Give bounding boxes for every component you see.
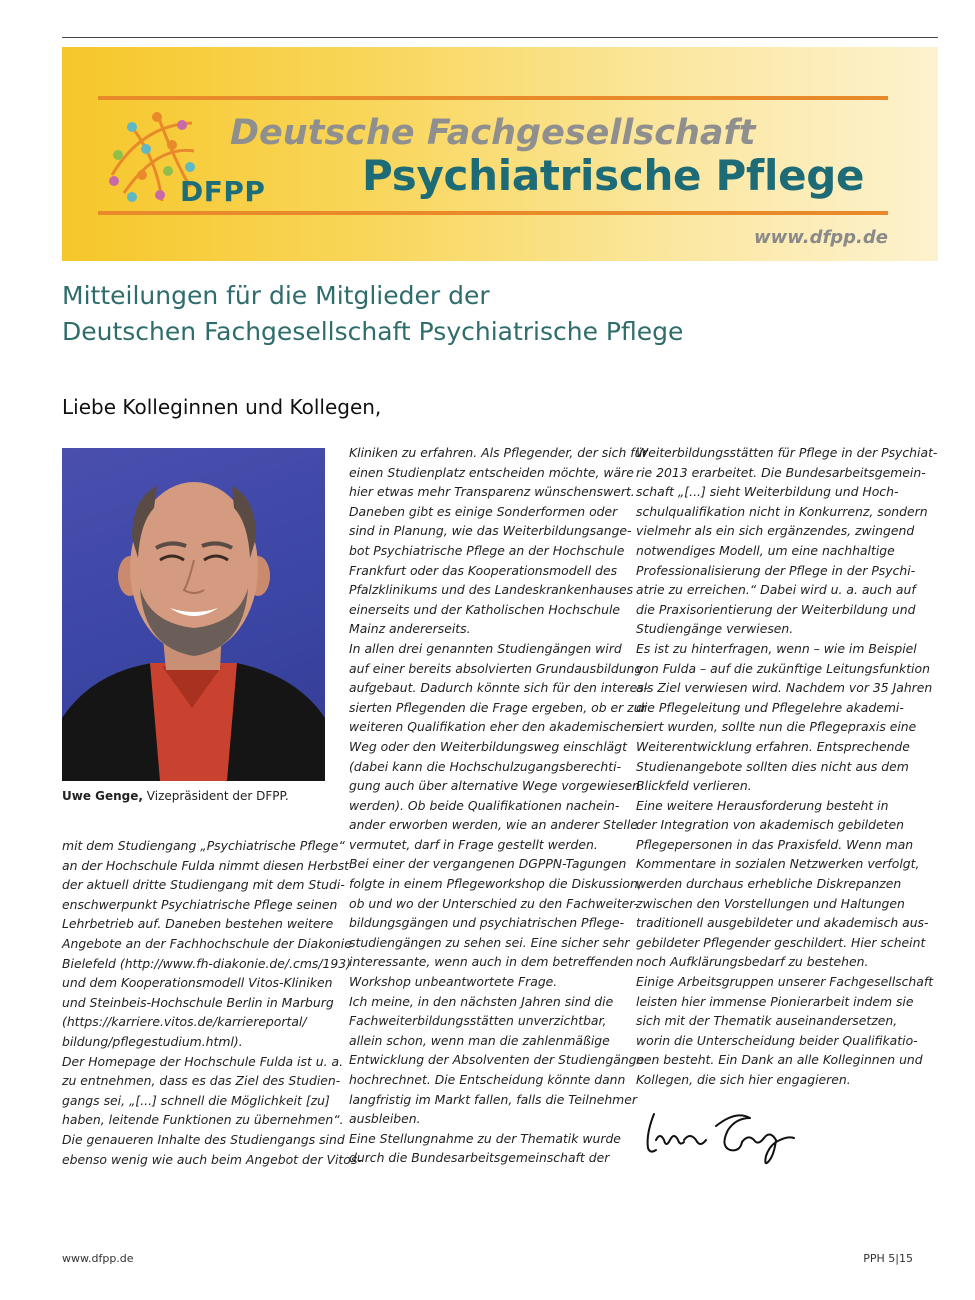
subtitle-line1: Mitteilungen für die Mitglieder der bbox=[62, 281, 490, 310]
text-line: mit dem Studiengang „Psychiatrische Pflege“ bbox=[62, 838, 345, 853]
section-subtitle bbox=[62, 278, 922, 350]
text-line: sind in Planung, wie das Weiterbildungsange- bbox=[349, 523, 632, 539]
caption-role: Vizepräsident der DFPP. bbox=[142, 789, 289, 803]
text-line: studiengängen zu sehen sei. Eine sicher sehr bbox=[349, 934, 630, 950]
text-line: Eine weitere Herausforderung besteht in bbox=[636, 797, 889, 813]
text-line: ob und wo der Unterschied zu den Fachweiter- bbox=[349, 895, 639, 911]
text-line: allein schon, wenn man die zahlenmäßige bbox=[349, 1032, 610, 1048]
text-line: gebildeter Pflegender geschildert. Hier scheint bbox=[636, 934, 926, 950]
text-line: schaft „[...] sieht Weiterbildung und Hoch- bbox=[636, 484, 899, 500]
author-portrait bbox=[62, 448, 325, 781]
text-line: traditionell ausgebildeter und akademisch aus- bbox=[636, 915, 929, 931]
text-line: hochrechnet. Die Entscheidung könnte dann bbox=[349, 1072, 626, 1087]
text-line: Kliniken zu erfahren. Als Pflegender, der sich für bbox=[349, 445, 648, 460]
text-column-3 bbox=[636, 443, 938, 1090]
text-line: Angebote an der Fachhochschule der Diakonie bbox=[62, 935, 352, 951]
text-line: noch Aufklärungsbedarf zu bestehen. bbox=[636, 954, 869, 970]
text-line: Eine Stellungnahme zu der Thematik wurde bbox=[349, 1130, 621, 1146]
text-line: vermutet, darf in Frage gestellt werden. bbox=[349, 836, 598, 852]
text-line: Fachweiterbildungsstätten unverzichtbar, bbox=[349, 1013, 607, 1029]
text-line: einerseits und der Katholischen Hochschule bbox=[349, 601, 621, 617]
text-line: der Integration von akademisch gebildeten bbox=[636, 817, 904, 833]
subtitle-line2: Deutschen Fachgesellschaft Psychiatrische Pflege bbox=[62, 317, 684, 346]
text-line: Kollegen, die sich hier engagieren. bbox=[636, 1072, 851, 1087]
text-line: hier etwas mehr Transparenz wünschenswert. bbox=[349, 484, 635, 500]
text-line: sich mit der Thematik auseinandersetzen, bbox=[636, 1013, 898, 1029]
text-line: vielmehr als ein sich ergänzendes, zwingend bbox=[636, 523, 915, 539]
text-line: bildungsgängen und psychiatrischen Pflege- bbox=[349, 915, 625, 931]
text-line: Bei einer der vergangenen DGPPN-Tagungen bbox=[349, 856, 627, 872]
text-line: von Fulda – auf die zukünftige Leitungsfunktion bbox=[636, 660, 930, 676]
text-line: Frankfurt oder das Kooperationsmodell des bbox=[349, 562, 618, 578]
text-line: atrie zu erreichen.“ Dabei wird u. a. auch auf bbox=[636, 582, 916, 598]
text-line: aufgebaut. Dadurch könnte sich für den interes- bbox=[349, 680, 649, 696]
text-line: rie 2013 erarbeitet. Die Bundesarbeitsgemein- bbox=[636, 464, 926, 480]
footer-url: www.dfpp.de bbox=[62, 1252, 134, 1265]
text-line: Der Homepage der Hochschule Fulda ist u. a. bbox=[62, 1053, 344, 1069]
text-line: durch die Bundesarbeitsgemeinschaft der bbox=[349, 1150, 610, 1166]
text-line: an der Hochschule Fulda nimmt diesen Herbst bbox=[62, 857, 350, 873]
text-line: Es ist zu hinterfragen, wenn – wie im Beispiel bbox=[636, 640, 917, 656]
text-line: Daneben gibt es einige Sonderformen oder bbox=[349, 503, 618, 519]
text-line: Professionalisierung der Pflege in der Psychi- bbox=[636, 562, 916, 578]
text-line: einen Studienplatz entscheiden möchte, wäre bbox=[349, 464, 634, 480]
banner-url: www.dfpp.de bbox=[754, 227, 888, 248]
footer-page-number: PPH 5|15 bbox=[863, 1252, 913, 1265]
text-line: sierten Pflegenden die Frage ergeben, ob er zur bbox=[349, 699, 647, 715]
text-line: (https://karriere.vitos.de/karriereportal/ bbox=[62, 1014, 307, 1030]
text-line: (dabei kann die Hochschulzugangsberechti- bbox=[349, 758, 622, 774]
text-line: In allen drei genannten Studiengängen wird bbox=[349, 640, 622, 656]
text-line: Blickfeld verlieren. bbox=[636, 778, 752, 794]
text-line: Weiterbildungsstätten für Pflege in der Psychiat- bbox=[636, 445, 938, 460]
text-line: als Ziel verwiesen wird. Nachdem vor 35 Jahren bbox=[636, 680, 933, 696]
banner-rule-bottom bbox=[98, 211, 888, 215]
text-line: und dem Kooperationsmodell Vitos-Kliniken bbox=[62, 975, 333, 991]
text-line: Weg oder den Weiterbildungsweg einschlägt bbox=[349, 738, 627, 754]
text-line: ebenso wenig wie auch beim Angebot der Vitos- bbox=[62, 1151, 362, 1167]
text-line: weiteren Qualifikation eher den akademischen bbox=[349, 719, 640, 735]
text-line: schulqualifikation nicht in Konkurrenz, sondern bbox=[636, 503, 928, 519]
text-line: Studiengänge verwiesen. bbox=[636, 621, 794, 637]
text-line: werden durchaus erhebliche Diskrepanzen bbox=[636, 876, 902, 892]
text-line: nen besteht. Ein Dank an alle Kolleginnen und bbox=[636, 1052, 923, 1068]
caption-name: Uwe Genge, bbox=[62, 789, 143, 803]
header-banner bbox=[62, 47, 938, 261]
text-line: Kommentare in sozialen Netzwerken verfolgt, bbox=[636, 856, 920, 872]
text-line: worin die Unterscheidung beider Qualifikatio- bbox=[636, 1032, 918, 1048]
greeting-heading: Liebe Kolleginnen und Kollegen, bbox=[62, 395, 382, 419]
text-line: Workshop unbeantwortete Frage. bbox=[349, 974, 558, 990]
text-line: bildung/pflegestudium.html). bbox=[62, 1033, 243, 1049]
portrait-illustration bbox=[62, 448, 325, 781]
text-line: folgte in einem Pflegeworkshop die Diskussion, bbox=[349, 876, 642, 892]
text-line: Pflegepersonen in das Praxisfeld. Wenn man bbox=[636, 836, 914, 852]
text-line: der aktuell dritte Studiengang mit dem Studi- bbox=[62, 877, 345, 893]
text-line: und Steinbeis-Hochschule Berlin in Marburg bbox=[62, 994, 334, 1010]
text-line: gung auch über alternative Wege vorgewiesen bbox=[349, 778, 640, 794]
text-line: Einige Arbeitsgruppen unserer Fachgesellschaft bbox=[636, 974, 934, 990]
top-rule bbox=[62, 37, 938, 38]
text-line: Entwicklung der Absolventen der Studiengänge bbox=[349, 1052, 645, 1068]
text-line: gangs sei, „[...] schnell die Möglichkeit [zu] bbox=[62, 1092, 330, 1108]
logo-abbreviation: DFPP bbox=[180, 175, 266, 208]
text-line: die Praxisorientierung der Weiterbildung und bbox=[636, 601, 916, 617]
text-line: enschwerpunkt Psychiatrische Pflege seinen bbox=[62, 896, 338, 912]
text-line: auf einer bereits absolvierten Grundausbildung bbox=[349, 660, 643, 676]
text-line: Pfalzklinikums und des Landeskrankenhauses bbox=[349, 582, 634, 598]
banner-title-line1: Deutsche Fachgesellschaft bbox=[230, 113, 756, 153]
text-line: die Pflegeleitung und Pflegelehre akademi- bbox=[636, 699, 904, 715]
text-line: Mainz andererseits. bbox=[349, 621, 471, 637]
text-line: Lehrbetrieb auf. Daneben bestehen weitere bbox=[62, 916, 334, 932]
text-line: Studienangebote sollten dies nicht aus dem bbox=[636, 758, 909, 774]
text-line: langfristig im Markt fallen, falls die Teilnehmer bbox=[349, 1091, 637, 1107]
text-line: notwendiges Modell, um eine nachhaltige bbox=[636, 542, 895, 558]
text-column-2 bbox=[349, 443, 649, 1168]
text-line: haben, leitende Funktionen zu übernehmen“. bbox=[62, 1112, 344, 1128]
banner-rule-top bbox=[98, 96, 888, 100]
text-line: ander erworben werden, wie an anderer Stelle bbox=[349, 817, 638, 833]
text-line: ausbleiben. bbox=[349, 1111, 421, 1127]
banner-title-line2: Psychiatrische Pflege bbox=[362, 151, 865, 200]
text-line: zwischen den Vorstellungen und Haltungen bbox=[636, 895, 905, 911]
text-line: zu entnehmen, dass es das Ziel des Studien- bbox=[62, 1073, 341, 1089]
text-line: interessante, wenn auch in dem betreffenden bbox=[349, 954, 634, 970]
text-line: bot Psychiatrische Pflege an der Hochschule bbox=[349, 542, 625, 558]
text-column-1 bbox=[62, 836, 362, 1169]
text-line: leisten hier immense Pionierarbeit indem sie bbox=[636, 993, 914, 1009]
text-line: Die genaueren Inhalte des Studiengangs sind bbox=[62, 1131, 345, 1147]
text-line: siert wurden, sollte nun die Pflegepraxis eine bbox=[636, 719, 917, 735]
text-line: Weiterentwicklung erfahren. Entsprechende bbox=[636, 738, 910, 754]
text-line: Bielefeld (http://www.fh-diakonie.de/.cms/193) bbox=[62, 955, 352, 971]
text-line: Ich meine, in den nächsten Jahren sind die bbox=[349, 993, 614, 1009]
handwritten-signature bbox=[640, 1100, 805, 1170]
text-line: werden). Ob beide Qualifikationen nachein- bbox=[349, 797, 620, 813]
photo-caption bbox=[62, 789, 289, 803]
